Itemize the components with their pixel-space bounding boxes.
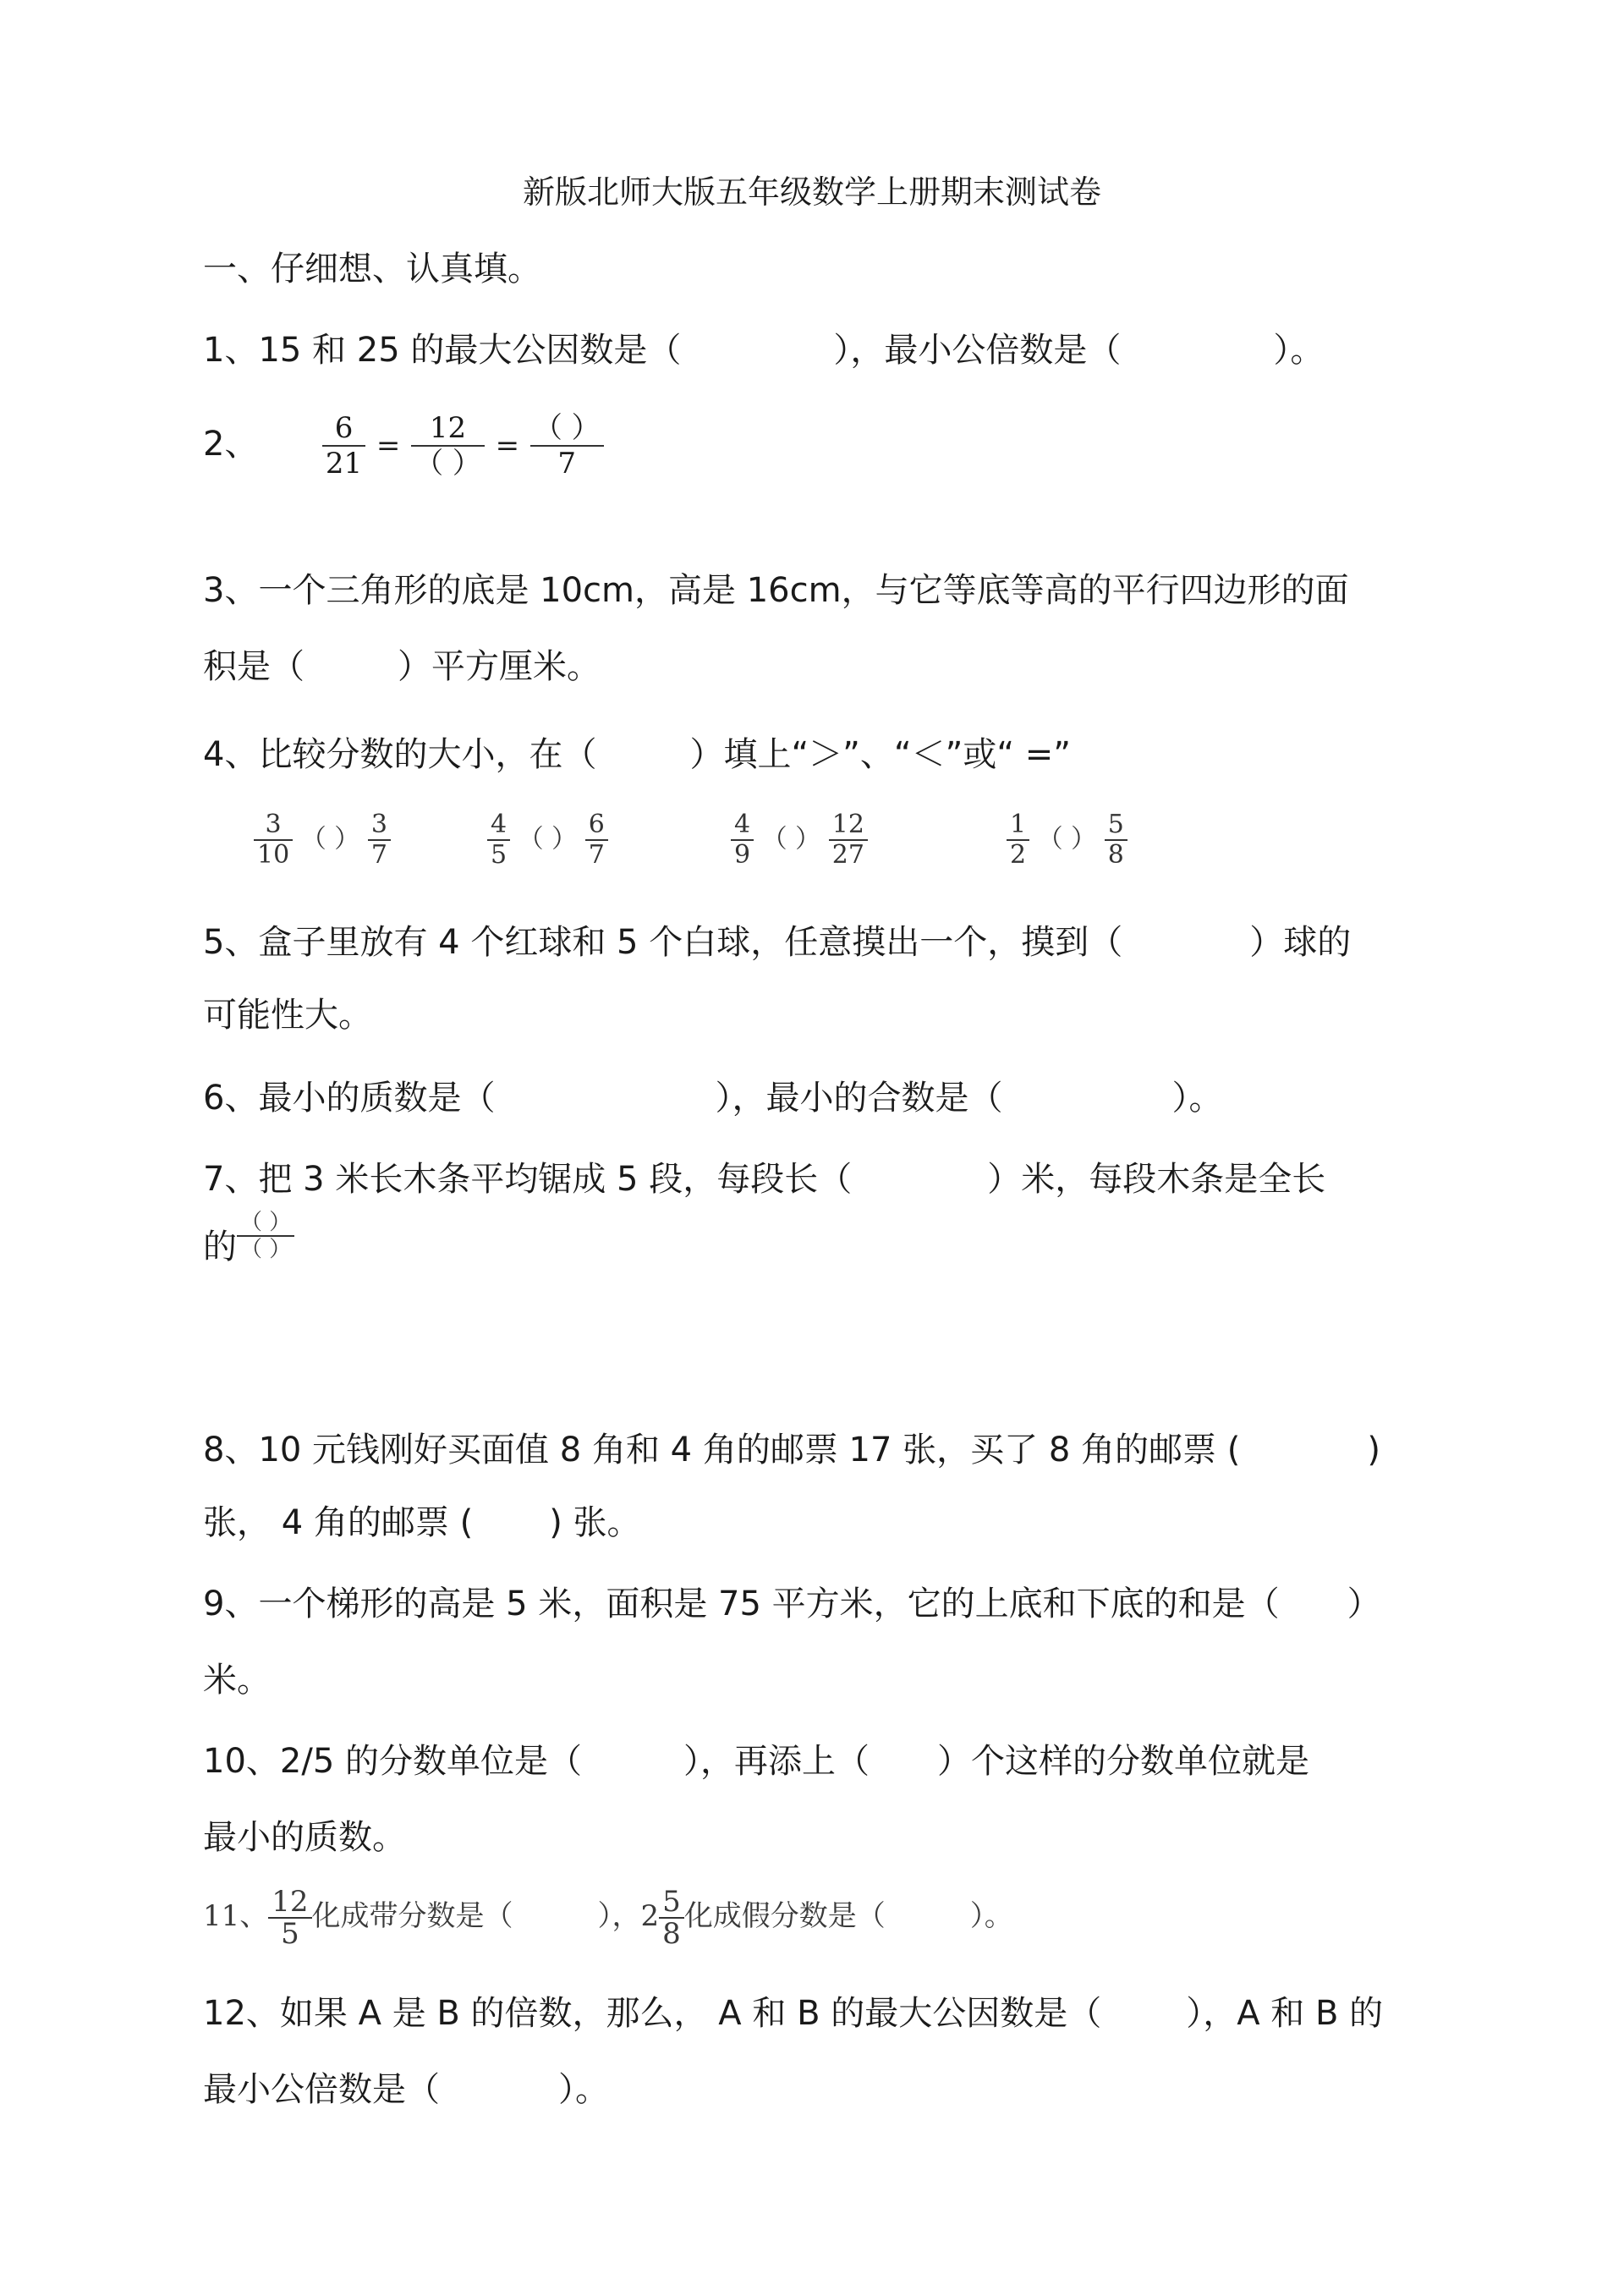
question-10-line-2: 最小的质数。 xyxy=(203,1818,406,1857)
question-4: 4、比较分数的大小，在（ ）填上“＞”、“＜”或“ =” xyxy=(203,735,1072,774)
question-7-line-1: 7、把 3 米长木条平均锯成 5 段，每段长（ ）米，每段木条是全长 xyxy=(203,1160,1326,1199)
question-6: 6、最小的质数是（ ），最小的合数是（ ）。 xyxy=(203,1079,1223,1118)
fraction: $\frac{12}{27}$ xyxy=(829,810,868,870)
question-7-line-2: 的 $\frac{( )}{( )}$ xyxy=(203,1227,294,1267)
question-9-line-1: 9、一个梯形的高是 5 米，面积是 75 平方米，它的上底和下底的和是（ ） xyxy=(203,1585,1381,1623)
compare-pair-4 xyxy=(1007,810,1127,870)
fraction: $\frac{4}{9}$ xyxy=(731,810,754,870)
compare-pair-2 xyxy=(487,810,608,870)
question-3-line-1: 3、一个三角形的底是 10cm，高是 16cm，与它等底等高的平行四边形的面 xyxy=(203,571,1349,610)
compare-blank[interactable]: （ ） xyxy=(518,824,578,854)
section-heading: 一、仔细想、认真填。 xyxy=(203,250,541,288)
question-5-line-1: 5、盒子里放有 4 个红球和 5 个白球，任意摸出一个，摸到（ ）球的 xyxy=(203,923,1352,962)
fraction: $\frac{5}{8}$ xyxy=(1105,810,1127,870)
fraction: $\frac{3}{7}$ xyxy=(368,810,391,870)
fraction-blank-numerator[interactable]: $\frac{( )}{7}$ xyxy=(530,411,604,481)
page-title: 新版北师大版五年级数学上册期末测试卷 xyxy=(522,173,1101,211)
fraction-blank-denominator[interactable]: $\frac{12}{( )}$ xyxy=(411,411,485,481)
compare-blank[interactable]: （ ） xyxy=(761,824,821,854)
question-10-line-1: 10、2/5 的分数单位是（ ），再添上（ ）个这样的分数单位就是 xyxy=(203,1742,1309,1781)
fraction: $\frac{3}{10}$ xyxy=(254,810,293,870)
fraction: $\frac{4}{5}$ xyxy=(487,810,510,870)
question-12-line-1: 12、如果 A 是 B 的倍数，那么， A 和 B 的最大公因数是（ ），A 和 B 的 xyxy=(203,1994,1384,2033)
question-8-line-1: 8、10 元钱刚好买面值 8 角和 4 角的邮票 17 张，买了 8 角的邮票 ( ) xyxy=(203,1431,1380,1469)
fraction: $\frac{5}{8}$ xyxy=(659,1887,684,1949)
question-12-line-2: 最小公倍数是（ ）。 xyxy=(203,2070,609,2109)
compare-pair-3 xyxy=(731,810,868,870)
fraction: $\frac{1}{2}$ xyxy=(1007,810,1029,870)
fraction: $\frac{6}{21}$ xyxy=(322,411,365,481)
question-2: 2、 $\frac{6}{21}$ = $\frac{12}{( )}$ = $\frac{( )}{7}$ xyxy=(203,411,604,481)
fraction-blank[interactable]: $\frac{( )}{( )}$ xyxy=(237,1210,294,1262)
compare-blank[interactable]: （ ） xyxy=(1037,824,1097,854)
question-3-line-2: 积是（ ）平方厘米。 xyxy=(203,647,601,686)
question-9-line-2: 米。 xyxy=(203,1661,271,1700)
question-11: 11、 $\frac{12}{5}$ 化成带分数是（ ），2 $\frac{5}{8}$ 化成假分数是（ ）。 xyxy=(203,1885,1013,1951)
fraction: $\frac{12}{5}$ xyxy=(268,1887,311,1949)
question-8-line-2: 张， 4 角的邮票 ( ) 张。 xyxy=(203,1503,641,1542)
question-5-line-2: 可能性大。 xyxy=(203,996,372,1035)
compare-pair-1 xyxy=(254,810,391,870)
question-1: 1、15 和 25 的最大公因数是（ ），最小公倍数是（ ）。 xyxy=(203,331,1325,370)
fraction: $\frac{6}{7}$ xyxy=(585,810,608,870)
compare-blank[interactable]: （ ） xyxy=(300,824,360,854)
